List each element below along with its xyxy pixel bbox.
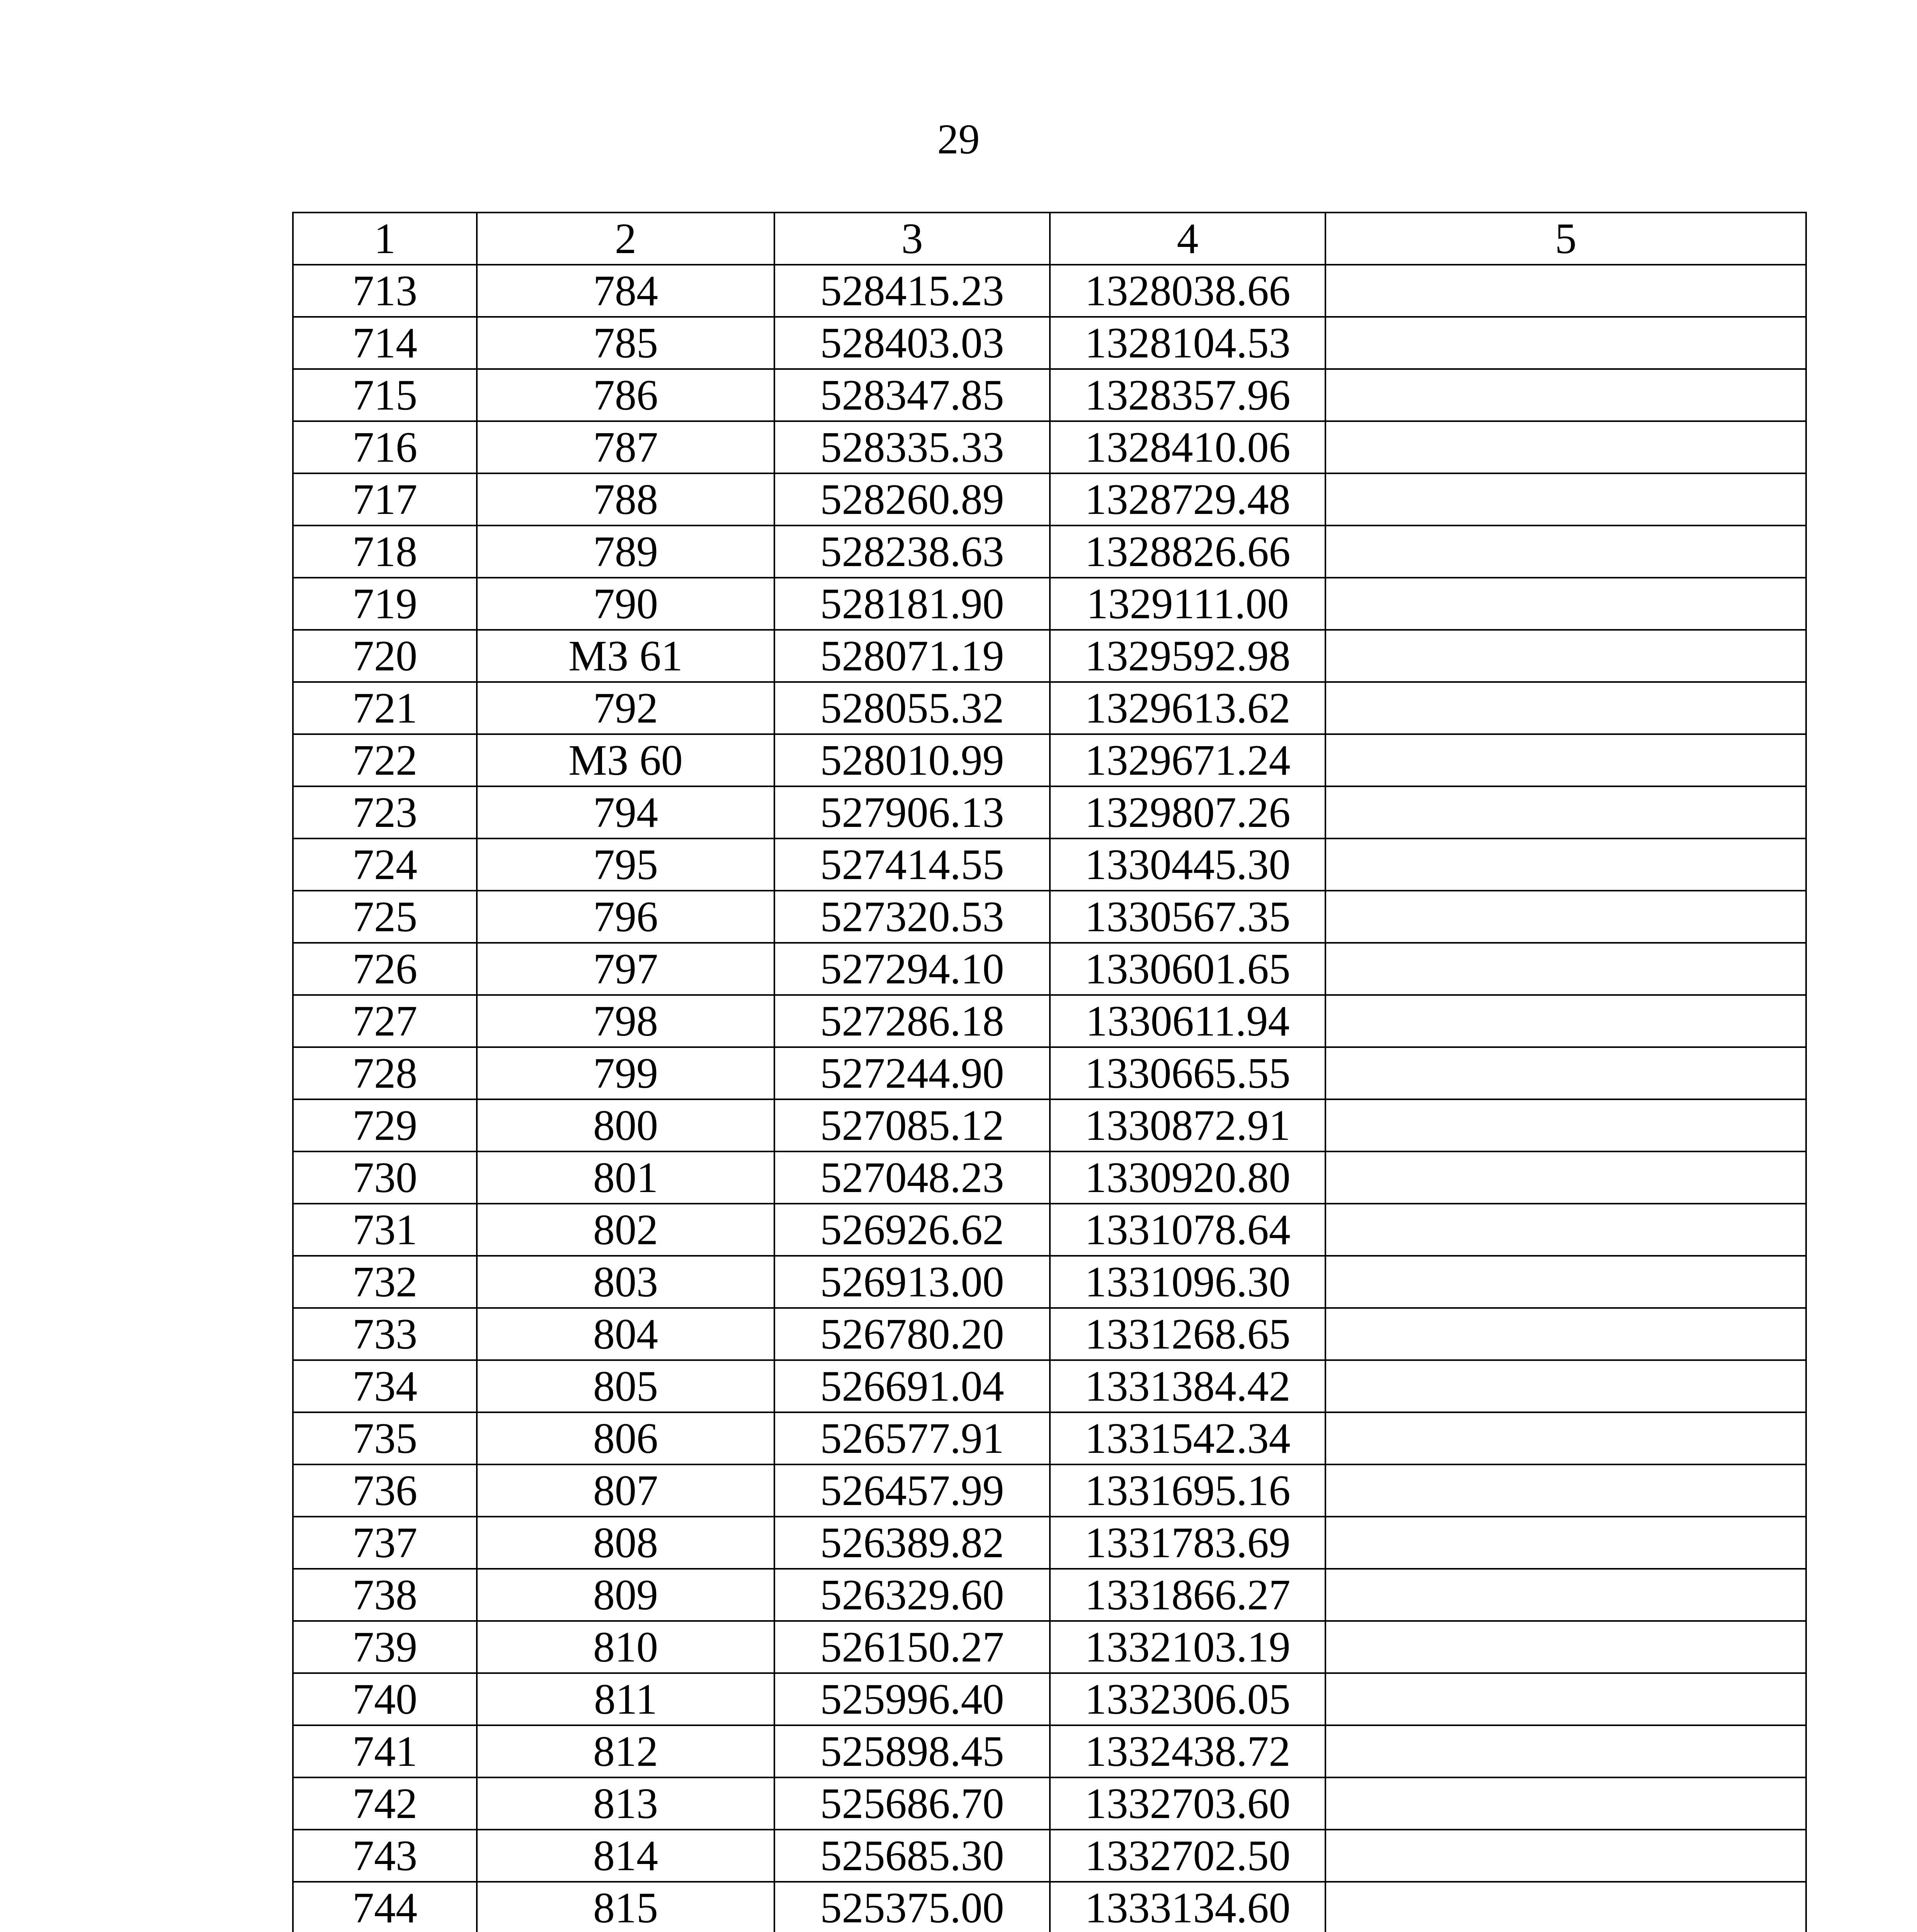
table-cell-col-2: 815 — [477, 1882, 774, 1932]
table-row — [293, 891, 1806, 943]
coordinates-table — [292, 212, 1807, 1932]
table-cell-col-5 — [1325, 1882, 1806, 1932]
table-row — [293, 473, 1806, 526]
table-row — [293, 265, 1806, 317]
table-cell-col-3: 526926.62 — [774, 1204, 1050, 1256]
table-cell-col-1: 736 — [293, 1464, 477, 1517]
table-cell-col-5 — [1325, 1464, 1806, 1517]
table-cell-col-3: 528238.63 — [774, 526, 1050, 578]
header-cell-5: 5 — [1325, 213, 1806, 265]
table-cell-col-1: 729 — [293, 1099, 477, 1151]
table-cell-col-4: 1331866.27 — [1050, 1569, 1325, 1621]
table-row — [293, 1151, 1806, 1204]
header-cell-4: 4 — [1050, 213, 1325, 265]
table-cell-col-3: 527906.13 — [774, 786, 1050, 838]
table-cell-col-4: 1330601.65 — [1050, 943, 1325, 995]
table-row — [293, 369, 1806, 421]
table-row — [293, 786, 1806, 838]
table-cell-col-3: 527294.10 — [774, 943, 1050, 995]
table-cell-col-4: 1330665.55 — [1050, 1047, 1325, 1099]
table-cell-col-5 — [1325, 265, 1806, 317]
table-cell-col-3: 527414.55 — [774, 838, 1050, 891]
table-cell-col-2: 813 — [477, 1777, 774, 1830]
table-cell-col-3: 525686.70 — [774, 1777, 1050, 1830]
table-cell-col-5 — [1325, 1569, 1806, 1621]
table-cell-col-5 — [1325, 1673, 1806, 1725]
table-cell-col-2: 786 — [477, 369, 774, 421]
table-cell-col-3: 526691.04 — [774, 1360, 1050, 1412]
table-cell-col-4: 1331096.30 — [1050, 1256, 1325, 1308]
table-cell-col-5 — [1325, 1621, 1806, 1673]
table-cell-col-4: 1330567.35 — [1050, 891, 1325, 943]
table-row — [293, 682, 1806, 734]
table-cell-col-3: 525685.30 — [774, 1830, 1050, 1882]
table-cell-col-5 — [1325, 369, 1806, 421]
table-row — [293, 317, 1806, 369]
table-cell-col-5 — [1325, 1725, 1806, 1777]
table-cell-col-5 — [1325, 630, 1806, 682]
table-cell-col-2: 792 — [477, 682, 774, 734]
table-cell-col-5 — [1325, 473, 1806, 526]
table-row — [293, 1621, 1806, 1673]
table-cell-col-3: 527085.12 — [774, 1099, 1050, 1151]
table-cell-col-2: 805 — [477, 1360, 774, 1412]
table-cell-col-1: 742 — [293, 1777, 477, 1830]
table-cell-col-3: 527320.53 — [774, 891, 1050, 943]
table-cell-col-4: 1332438.72 — [1050, 1725, 1325, 1777]
table-cell-col-5 — [1325, 1204, 1806, 1256]
table-cell-col-4: 1333134.60 — [1050, 1882, 1325, 1932]
table-cell-col-4: 1328104.53 — [1050, 317, 1325, 369]
table-cell-col-4: 1331542.34 — [1050, 1412, 1325, 1464]
table-cell-col-1: 722 — [293, 734, 477, 786]
table-cell-col-4: 1330445.30 — [1050, 838, 1325, 891]
table-cell-col-4: 1331078.64 — [1050, 1204, 1325, 1256]
table-cell-col-4: 1332306.05 — [1050, 1673, 1325, 1725]
table-cell-col-4: 1329592.98 — [1050, 630, 1325, 682]
table-cell-col-1: 718 — [293, 526, 477, 578]
table-cell-col-3: 527244.90 — [774, 1047, 1050, 1099]
table-cell-col-2: 795 — [477, 838, 774, 891]
table-row — [293, 1360, 1806, 1412]
table-row — [293, 578, 1806, 630]
table-cell-col-1: 720 — [293, 630, 477, 682]
table-cell-col-2: 790 — [477, 578, 774, 630]
table-cell-col-3: 528181.90 — [774, 578, 1050, 630]
table-cell-col-1: 739 — [293, 1621, 477, 1673]
table-cell-col-5 — [1325, 943, 1806, 995]
table-row — [293, 1725, 1806, 1777]
header-cell-3: 3 — [774, 213, 1050, 265]
table-cell-col-2: 804 — [477, 1308, 774, 1360]
table-cell-col-4: 1329671.24 — [1050, 734, 1325, 786]
table-cell-col-4: 1331268.65 — [1050, 1308, 1325, 1360]
table-cell-col-5 — [1325, 1517, 1806, 1569]
table-cell-col-2: 806 — [477, 1412, 774, 1464]
table-cell-col-5 — [1325, 1308, 1806, 1360]
table-cell-col-2: 803 — [477, 1256, 774, 1308]
table-cell-col-5 — [1325, 317, 1806, 369]
table-cell-col-1: 733 — [293, 1308, 477, 1360]
table-cell-col-2: 808 — [477, 1517, 774, 1569]
table-cell-col-1: 735 — [293, 1412, 477, 1464]
table-cell-col-2: 797 — [477, 943, 774, 995]
table-cell-col-3: 526780.20 — [774, 1308, 1050, 1360]
table-cell-col-5 — [1325, 1412, 1806, 1464]
table-cell-col-1: 737 — [293, 1517, 477, 1569]
table-cell-col-3: 527048.23 — [774, 1151, 1050, 1204]
table-cell-col-1: 715 — [293, 369, 477, 421]
table-cell-col-3: 526389.82 — [774, 1517, 1050, 1569]
table-cell-col-1: 713 — [293, 265, 477, 317]
table-cell-col-1: 730 — [293, 1151, 477, 1204]
table-cell-col-5 — [1325, 891, 1806, 943]
table-cell-col-4: 1329807.26 — [1050, 786, 1325, 838]
table-cell-col-3: 528010.99 — [774, 734, 1050, 786]
table-cell-col-2: 801 — [477, 1151, 774, 1204]
table-cell-col-3: 528415.23 — [774, 265, 1050, 317]
table-cell-col-5 — [1325, 838, 1806, 891]
table-cell-col-3: 528055.32 — [774, 682, 1050, 734]
table-cell-col-2: 784 — [477, 265, 774, 317]
table-cell-col-3: 526150.27 — [774, 1621, 1050, 1673]
table-cell-col-4: 1330872.91 — [1050, 1099, 1325, 1151]
table-row — [293, 734, 1806, 786]
table-row — [293, 630, 1806, 682]
header-cell-2: 2 — [477, 213, 774, 265]
table-cell-col-2: 785 — [477, 317, 774, 369]
table-row — [293, 1569, 1806, 1621]
table-cell-col-5 — [1325, 1256, 1806, 1308]
table-row — [293, 943, 1806, 995]
table-cell-col-1: 727 — [293, 995, 477, 1047]
table-row — [293, 1256, 1806, 1308]
table-cell-col-5 — [1325, 1830, 1806, 1882]
table-cell-col-3: 526457.99 — [774, 1464, 1050, 1517]
table-cell-col-5 — [1325, 526, 1806, 578]
table-row — [293, 1673, 1806, 1725]
table-cell-col-4: 1331384.42 — [1050, 1360, 1325, 1412]
table-cell-col-4: 1328038.66 — [1050, 265, 1325, 317]
table-row — [293, 1412, 1806, 1464]
table-header — [293, 213, 1806, 265]
table-row — [293, 1830, 1806, 1882]
table-row — [293, 1099, 1806, 1151]
page-number: 29 — [937, 116, 980, 163]
table-cell-col-1: 731 — [293, 1204, 477, 1256]
table-cell-col-5 — [1325, 578, 1806, 630]
table-cell-col-1: 723 — [293, 786, 477, 838]
table-row — [293, 995, 1806, 1047]
table-cell-col-2: 812 — [477, 1725, 774, 1777]
table-row — [293, 1047, 1806, 1099]
table-cell-col-1: 726 — [293, 943, 477, 995]
table-cell-col-5 — [1325, 995, 1806, 1047]
table-cell-col-3: 528335.33 — [774, 421, 1050, 473]
table-cell-col-1: 714 — [293, 317, 477, 369]
table-cell-col-5 — [1325, 1151, 1806, 1204]
table-row — [293, 1517, 1806, 1569]
table-cell-col-3: 526329.60 — [774, 1569, 1050, 1621]
table-cell-col-3: 525375.00 — [774, 1882, 1050, 1932]
header-row — [293, 213, 1806, 265]
table-cell-col-4: 1332702.50 — [1050, 1830, 1325, 1882]
table-cell-col-2: 796 — [477, 891, 774, 943]
table-cell-col-1: 728 — [293, 1047, 477, 1099]
table-cell-col-3: 525996.40 — [774, 1673, 1050, 1725]
table-cell-col-3: 526577.91 — [774, 1412, 1050, 1464]
table-cell-col-2: 794 — [477, 786, 774, 838]
table-cell-col-3: 526913.00 — [774, 1256, 1050, 1308]
table-cell-col-5 — [1325, 734, 1806, 786]
table-cell-col-3: 528260.89 — [774, 473, 1050, 526]
table-cell-col-2: 788 — [477, 473, 774, 526]
table-cell-col-4: 1328410.06 — [1050, 421, 1325, 473]
table-row — [293, 838, 1806, 891]
table-cell-col-4: 1331783.69 — [1050, 1517, 1325, 1569]
table-cell-col-4: 1329613.62 — [1050, 682, 1325, 734]
header-cell-1: 1 — [293, 213, 477, 265]
table-cell-col-1: 738 — [293, 1569, 477, 1621]
table-cell-col-1: 744 — [293, 1882, 477, 1932]
table-cell-col-4: 1328729.48 — [1050, 473, 1325, 526]
table-cell-col-1: 740 — [293, 1673, 477, 1725]
table-cell-col-3: 528403.03 — [774, 317, 1050, 369]
table-cell-col-5 — [1325, 682, 1806, 734]
table-cell-col-1: 719 — [293, 578, 477, 630]
table-cell-col-2: 807 — [477, 1464, 774, 1517]
table-cell-col-2: 799 — [477, 1047, 774, 1099]
table-cell-col-2: 798 — [477, 995, 774, 1047]
table-cell-col-2: МЗ 60 — [477, 734, 774, 786]
table-cell-col-2: 789 — [477, 526, 774, 578]
table-cell-col-1: 741 — [293, 1725, 477, 1777]
table-cell-col-1: 725 — [293, 891, 477, 943]
table-row — [293, 1882, 1806, 1932]
table-cell-col-4: 1330611.94 — [1050, 995, 1325, 1047]
table-cell-col-4: 1328357.96 — [1050, 369, 1325, 421]
table-cell-col-2: МЗ 61 — [477, 630, 774, 682]
table-cell-col-1: 716 — [293, 421, 477, 473]
table-cell-col-2: 809 — [477, 1569, 774, 1621]
table-row — [293, 1777, 1806, 1830]
table-cell-col-1: 743 — [293, 1830, 477, 1882]
table-row — [293, 1204, 1806, 1256]
table-cell-col-1: 732 — [293, 1256, 477, 1308]
table-cell-col-2: 800 — [477, 1099, 774, 1151]
table-cell-col-5 — [1325, 786, 1806, 838]
table-cell-col-4: 1332103.19 — [1050, 1621, 1325, 1673]
table-cell-col-5 — [1325, 1047, 1806, 1099]
table-cell-col-1: 734 — [293, 1360, 477, 1412]
table-cell-col-3: 528071.19 — [774, 630, 1050, 682]
table-cell-col-2: 810 — [477, 1621, 774, 1673]
table-cell-col-1: 717 — [293, 473, 477, 526]
table-row — [293, 526, 1806, 578]
table-row — [293, 1308, 1806, 1360]
table-cell-col-5 — [1325, 1099, 1806, 1151]
table-body — [293, 265, 1806, 1932]
table-cell-col-5 — [1325, 1360, 1806, 1412]
table-cell-col-4: 1329111.00 — [1050, 578, 1325, 630]
table-cell-col-2: 787 — [477, 421, 774, 473]
table-cell-col-4: 1330920.80 — [1050, 1151, 1325, 1204]
table-cell-col-5 — [1325, 1777, 1806, 1830]
table-cell-col-4: 1328826.66 — [1050, 526, 1325, 578]
table-cell-col-2: 802 — [477, 1204, 774, 1256]
table-cell-col-2: 814 — [477, 1830, 774, 1882]
table-cell-col-1: 724 — [293, 838, 477, 891]
table-cell-col-4: 1332703.60 — [1050, 1777, 1325, 1830]
table-cell-col-4: 1331695.16 — [1050, 1464, 1325, 1517]
table-cell-col-2: 811 — [477, 1673, 774, 1725]
table-row — [293, 421, 1806, 473]
table-cell-col-5 — [1325, 421, 1806, 473]
table-cell-col-3: 528347.85 — [774, 369, 1050, 421]
table-cell-col-3: 527286.18 — [774, 995, 1050, 1047]
table-cell-col-1: 721 — [293, 682, 477, 734]
table-row — [293, 1464, 1806, 1517]
table-cell-col-3: 525898.45 — [774, 1725, 1050, 1777]
